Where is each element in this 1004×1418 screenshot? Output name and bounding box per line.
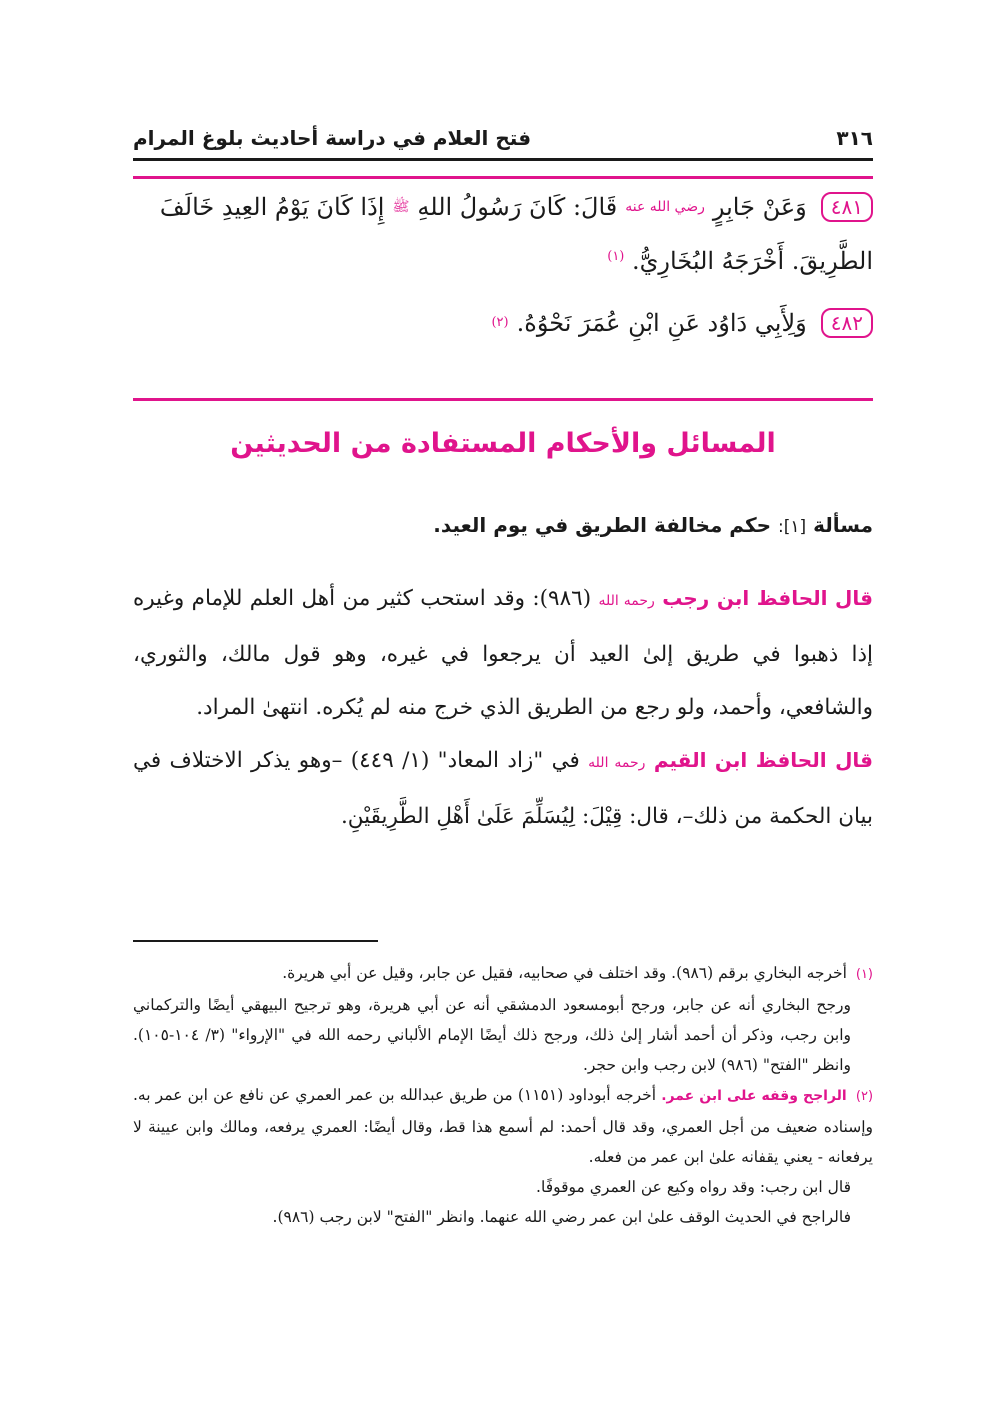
hadith-top-rule (133, 176, 873, 179)
footnote-number: (١) (855, 967, 873, 982)
section-title: المسائل والأحكام المستفادة من الحديثين (230, 428, 776, 459)
footnote-text: فالراجح في الحديث الوقف علىٰ ابن عمر رضي الله عنهما. وانظر "الفتح" لابن رجب (٩٨٦). (272, 1208, 851, 1226)
honorific: رضي الله عنه (625, 199, 705, 215)
hadith-text: الطَّرِيقَ. أَخْرَجَهُ البُخَارِيُّ. (632, 247, 873, 275)
hadith-bottom-rule (133, 398, 873, 401)
footnote-number: (٢) (855, 1089, 874, 1104)
footnote-2-continuation (133, 1202, 873, 1232)
page-number: ٣١٦ (836, 126, 873, 150)
footnote-text: ورجح البخاري أنه عن جابر، ورجح أبومسعود الدمشقي أنه عن أبي هريرة، وهو ترجيح البيهقي أيضًا والتركماني وابن رجب، وذكر أن أحمد أشار إلىٰ ذلك، ورجح ذلك أيضًا الإمام الألباني رحمه الله في "الإرواء" (٣/ ١٠٤-١٠٥). وانظر "الفتح" (٩٨٦) لابن رجب وابن حجر. (133, 996, 851, 1074)
footnote-1 (133, 958, 873, 990)
hadith-481-continuation (133, 232, 873, 286)
issue-number: [١]: (777, 517, 807, 537)
book-title: فتح العلام في دراسة أحاديث بلوغ المرام (133, 126, 532, 150)
footnote-text: أخرجه أبوداود (١١٥١) من طريق عبدالله بن عمر العمري عن نافع عن ابن عمر به. وإسناده ضعيف من أجل العمري، وقد قال أحمد: لم أسمع هذا قط، وقال أيضًا: العمري يرفعه، ومالك وابن عيينة لا يرفعانه - يعني يقفانه علىٰ ابن عمر من فعله. (133, 1086, 873, 1166)
issue-title: حكم مخالفة الطريق في يوم العيد. (433, 513, 772, 537)
issue-label: مسألة (813, 513, 873, 537)
footnote-separator (133, 940, 378, 942)
footnotes (133, 958, 873, 1232)
book-page (133, 0, 873, 1418)
speaker-name: قال الحافظ ابن القيم (653, 748, 874, 772)
header-rule (133, 158, 873, 161)
footnote-1-continuation (133, 990, 873, 1080)
body-text (133, 572, 873, 843)
paragraph-text: (٩٨٦): وقد استحب كثير من أهل العلم للإمام وغيره إذا ذهبوا في طريق إلىٰ العيد أن يرجعوا في غيره، وهو قول مالك، والثوري، والشافعي، وأحمد، ولو رجع من الطريق الذي خرج منه لم يُكره. انتهىٰ المراد. (133, 586, 873, 720)
hadith-text: وَلِأَبِي دَاوُد عَنِ ابْنِ عُمَرَ نَحْوُهُ. (516, 309, 807, 337)
honorific: رحمه الله (588, 755, 646, 771)
footnote-ruling: الراجح وقفه على ابن عمر. (661, 1088, 847, 1104)
paragraph (133, 572, 873, 734)
running-header (133, 118, 873, 158)
paragraph-text: في "زاد المعاد" (١/ ٤٤٩) –وهو يذكر الاختلاف في بيان الحكمة من ذلك–، قال: قِيْلَ: لِيُسَلِّمَ عَلَىٰ أَهْلِ الطَّرِيقَيْنِ. (133, 748, 873, 829)
hadith-block (133, 182, 873, 348)
speaker-name: قال الحافظ ابن رجب (662, 586, 873, 610)
hadith-text: قَالَ: كَانَ رَسُولُ اللهِ (417, 193, 618, 221)
hadith-482 (133, 298, 873, 348)
hadith-number-badge: ٤٨١ (821, 192, 873, 222)
hadith-text: إِذَا كَانَ يَوْمُ العِيدِ خَالَفَ (159, 193, 385, 221)
issue-heading (433, 513, 873, 537)
honorific: رحمه الله (598, 593, 655, 609)
paragraph (133, 734, 873, 843)
footnote-2-continuation (133, 1172, 873, 1202)
hadith-number-badge: ٤٨٢ (821, 308, 873, 338)
footnote-text: أخرجه البخاري برقم (٩٨٦). وقد اختلف في صحابيه، فقيل عن جابر، وقيل عن أبي هريرة. (282, 964, 847, 982)
honorific: ﷺ (392, 199, 410, 215)
footnote-ref[interactable]: (١) (607, 249, 625, 264)
footnote-2 (133, 1080, 873, 1172)
hadith-text: وَعَنْ جَابِرٍ (712, 193, 807, 221)
hadith-481 (133, 182, 873, 232)
footnote-ref[interactable]: (٢) (491, 315, 509, 330)
footnote-text: قال ابن رجب: وقد رواه وكيع عن العمري موقوفًا. (536, 1178, 851, 1196)
